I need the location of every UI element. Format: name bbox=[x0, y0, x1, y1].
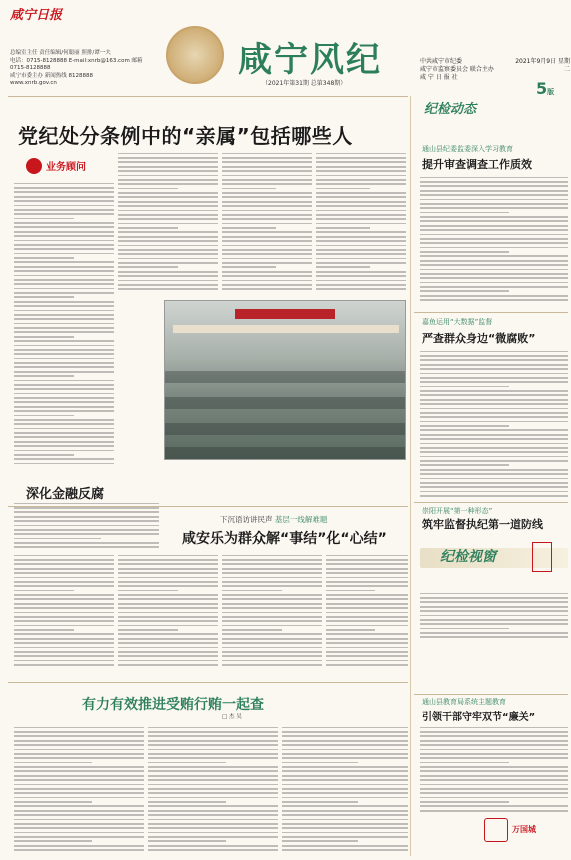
newspaper-logo: 咸宁日报 bbox=[10, 8, 63, 23]
article-body-col3 bbox=[222, 150, 312, 295]
page-number: 5版 bbox=[536, 79, 555, 98]
right-item2-sub: 嘉鱼运用“大数据”监督 bbox=[422, 318, 493, 326]
right-item4-sub: 通山县教育局系统主题教育 bbox=[422, 698, 506, 706]
stamp-icon bbox=[532, 542, 552, 572]
article-body-col1 bbox=[14, 180, 114, 470]
bottom-headline: 有力有效推进受贿行贿一起查 bbox=[82, 697, 264, 713]
article-body-col4 bbox=[316, 150, 406, 295]
article2-col1 bbox=[14, 552, 114, 670]
bottom-seal: 万国城 bbox=[484, 818, 544, 842]
review-window-box: 纪检视窗 bbox=[420, 534, 568, 582]
banner-issue: （2021年第31期 总第348期） bbox=[262, 80, 347, 87]
right-item3-body bbox=[420, 590, 568, 640]
right-section-label: 纪检动态 bbox=[424, 102, 477, 117]
masthead-banner bbox=[160, 18, 410, 90]
seal-emblem-icon bbox=[166, 26, 224, 84]
side-article-body bbox=[14, 500, 159, 550]
main-headline: 党纪处分条例中的“亲属”包括哪些人 bbox=[18, 124, 353, 148]
right-item3-head: 筑牢监督执纪第一道防线 bbox=[422, 518, 543, 531]
article2-col3 bbox=[222, 552, 322, 670]
right-item3-sub: 崇阳开展“第一种形态” bbox=[422, 507, 493, 515]
right-item4-head: 引领干部守牢双节“廉关” bbox=[422, 712, 536, 723]
bottom-article-col3 bbox=[282, 724, 408, 854]
meeting-photo bbox=[164, 300, 406, 460]
masthead bbox=[0, 0, 571, 98]
side-headline: 深化金融反腐 bbox=[26, 487, 105, 502]
badge-dot-icon bbox=[26, 158, 42, 174]
bottom-byline: □ 杰 吴 bbox=[222, 714, 242, 720]
right-item1-sub: 通山县纪委监委深入学习教育 bbox=[422, 145, 513, 153]
article2-col2 bbox=[118, 552, 218, 670]
right-item2-body bbox=[420, 348, 568, 498]
right-item1-head: 提升审查调查工作质效 bbox=[422, 158, 532, 171]
masthead-meta: 总编室主任 责任编辑/何聪丽 照排/谭一夫 电话：0715-8128888 E-mail:xnrb@163.com 邮箱 0715-8128888 咸宁市委主办 新闻热线 8128888 www.xnrb.gov.cn bbox=[10, 50, 143, 86]
seal-box-icon bbox=[484, 818, 508, 842]
masthead-organizers: 中共咸宁市纪委 咸宁市监察委员会 联合主办 咸 宁 日 报 社 2021年9月9日 星期二 bbox=[420, 58, 570, 81]
right-item4-body bbox=[420, 724, 568, 814]
right-item1-body bbox=[420, 174, 568, 304]
article-body-col2 bbox=[118, 150, 218, 295]
headline-2: 咸安乐为群众解“事结”化“心结” bbox=[182, 531, 387, 547]
section-ticker: 下沉语访讲民声 基层一线解难题 bbox=[220, 515, 328, 524]
issue-date: 2021年9月9日 星期二 bbox=[515, 58, 570, 73]
article2-col4 bbox=[326, 552, 408, 670]
banner-title: 咸宁风纪 bbox=[238, 40, 382, 80]
business-consult-badge: 业务顾问 bbox=[26, 156, 118, 174]
bottom-article-col2 bbox=[148, 724, 278, 854]
bottom-article-col1 bbox=[14, 724, 144, 854]
right-item2-head: 严查群众身边“微腐败” bbox=[422, 332, 536, 345]
